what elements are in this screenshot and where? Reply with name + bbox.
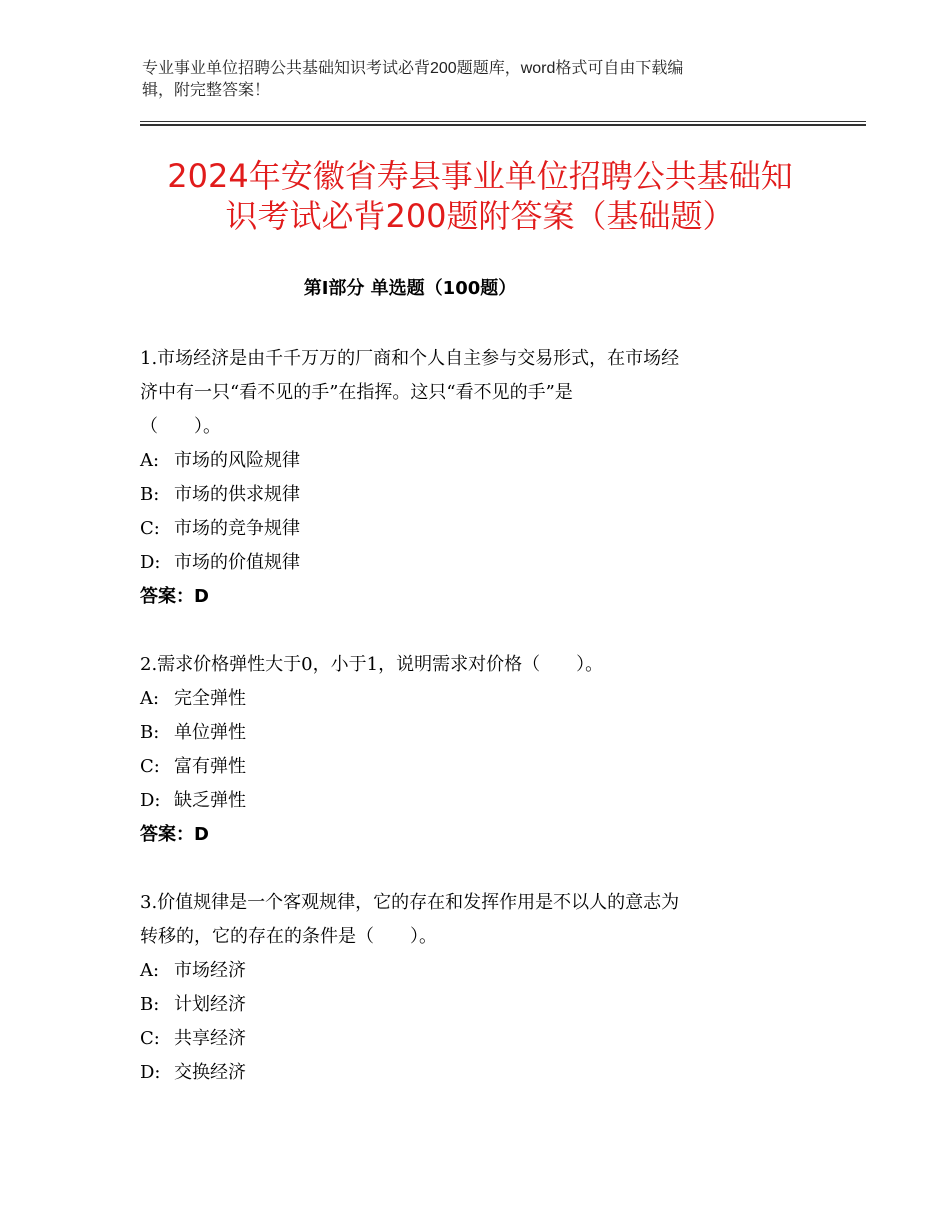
document-title	[140, 156, 820, 236]
option-b	[140, 478, 740, 512]
question-line: 1.市场经济是由千千万万的厂商和个人自主参与交易形式，在市场经	[140, 348, 680, 369]
option-letter: D:	[140, 790, 161, 811]
header-note	[142, 58, 792, 102]
option-text: 计划经济	[174, 994, 246, 1015]
answer-label: 答案：D	[140, 586, 209, 607]
question-text	[140, 886, 800, 954]
option-text: 市场经济	[174, 960, 246, 981]
header-divider	[140, 124, 866, 126]
option-text: 富有弹性	[174, 756, 246, 777]
option-c	[140, 512, 740, 546]
option-c	[140, 1022, 740, 1056]
option-text: 市场的竞争规律	[174, 518, 300, 539]
option-letter: B:	[140, 722, 160, 743]
option-text: 共享经济	[174, 1028, 246, 1049]
option-letter: D:	[140, 1062, 161, 1083]
question-line: 3.价值规律是一个客观规律，它的存在和发挥作用是不以人的意志为	[140, 892, 680, 913]
option-letter: A:	[140, 960, 160, 981]
section-heading: 第Ⅰ部分 单选题（100题）	[303, 278, 517, 299]
option-d	[140, 784, 740, 818]
question-line: 转移的，它的存在的条件是（ ）。	[140, 926, 437, 947]
option-text: 市场的风险规律	[174, 450, 300, 471]
header-note-line: 专业事业单位招聘公共基础知识考试必背200题题库，word格式可自由下载编	[142, 60, 684, 77]
option-text: 市场的供求规律	[174, 484, 300, 505]
option-a	[140, 954, 740, 988]
option-text: 缺乏弹性	[174, 790, 246, 811]
option-text: 交换经济	[174, 1062, 246, 1083]
option-d	[140, 546, 740, 580]
option-text: 单位弹性	[174, 722, 246, 743]
option-letter: A:	[140, 688, 160, 709]
option-b	[140, 716, 740, 750]
question-line: 2.需求价格弹性大于0，小于1，说明需求对价格（ ）。	[140, 654, 604, 675]
option-c	[140, 750, 740, 784]
option-letter: C:	[140, 756, 160, 777]
answer-label: 答案：D	[140, 824, 209, 845]
option-d	[140, 1056, 740, 1090]
option-letter: B:	[140, 484, 160, 505]
option-a	[140, 444, 740, 478]
option-b	[140, 988, 740, 1022]
header-divider	[140, 121, 866, 122]
option-letter: B:	[140, 994, 160, 1015]
option-letter: C:	[140, 1028, 160, 1049]
question-line: 济中有一只“看不见的手”在指挥。这只“看不见的手”是	[140, 382, 573, 403]
title-line: 2024年安徽省寿县事业单位招聘公共基础知	[167, 157, 793, 195]
option-letter: D:	[140, 552, 161, 573]
option-letter: A:	[140, 450, 160, 471]
option-text: 完全弹性	[174, 688, 246, 709]
option-text: 市场的价值规律	[174, 552, 300, 573]
title-line: 识考试必背200题附答案（基础题）	[225, 197, 735, 235]
question-text	[140, 342, 800, 444]
header-note-line: 辑，附完整答案！	[142, 82, 271, 99]
option-letter: C:	[140, 518, 160, 539]
question-text	[140, 648, 800, 682]
question-line: （ ）。	[140, 416, 221, 437]
option-a	[140, 682, 740, 716]
